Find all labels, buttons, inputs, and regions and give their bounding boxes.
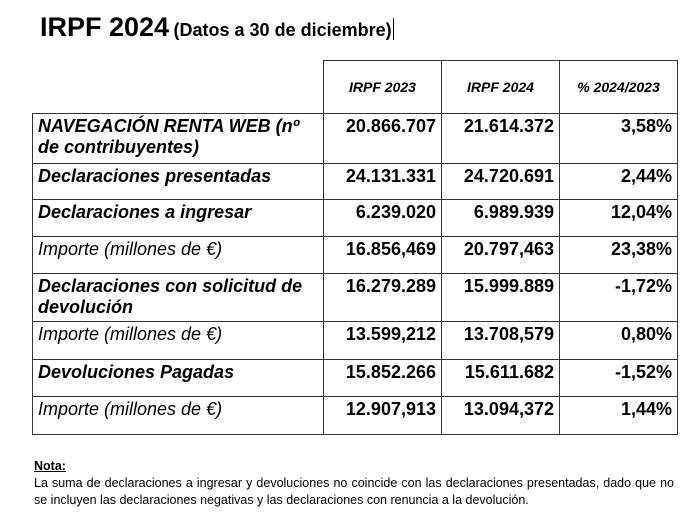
row-label: Declaraciones presentadas	[33, 164, 324, 200]
pct-change: 3,58%	[560, 114, 678, 164]
row-label: Declaraciones con solicitud de devolución	[33, 274, 324, 322]
pct-change: 0,80%	[560, 322, 678, 360]
table-row	[33, 360, 678, 397]
header-irpf-2023: IRPF 2023	[324, 61, 442, 114]
pct-change: 12,04%	[560, 200, 678, 237]
header-row	[33, 61, 678, 114]
value-2024: 21.614.372	[442, 114, 560, 164]
value-2023: 12.907,913	[324, 397, 442, 435]
irpf-table	[32, 60, 678, 435]
value-2024: 15.611.682	[442, 360, 560, 397]
title-subtitle: (Datos a 30 de diciembre)	[173, 20, 392, 40]
value-2024: 6.989.939	[442, 200, 560, 237]
table-row	[33, 114, 678, 164]
row-label: Importe (millones de €)	[33, 397, 324, 435]
row-label: Declaraciones a ingresar	[33, 200, 324, 237]
value-2023: 20.866.707	[324, 114, 442, 164]
note-text: La suma de declaraciones a ingresar y devoluciones no coincide con las declaraciones presentadas, dado que no se incluyen las declaraciones negativas y las declaraciones con renuncia a la devolución.	[34, 476, 674, 507]
text-cursor	[393, 18, 394, 40]
value-2024: 15.999.889	[442, 274, 560, 322]
value-2023: 13.599,212	[324, 322, 442, 360]
note-heading: Nota:	[34, 459, 66, 473]
row-label: Importe (millones de €)	[33, 322, 324, 360]
value-2024: 24.720.691	[442, 164, 560, 200]
page-title	[40, 12, 394, 43]
table-row	[33, 237, 678, 274]
value-2023: 16.856,469	[324, 237, 442, 274]
header-irpf-2024: IRPF 2024	[442, 61, 560, 114]
value-2023: 6.239.020	[324, 200, 442, 237]
table-row	[33, 322, 678, 360]
pct-change: -1,72%	[560, 274, 678, 322]
row-label: NAVEGACIÓN RENTA WEB (nº de contribuyentes)	[33, 114, 324, 164]
value-2023: 15.852.266	[324, 360, 442, 397]
note	[34, 458, 674, 509]
row-label: Devoluciones Pagadas	[33, 360, 324, 397]
value-2023: 24.131.331	[324, 164, 442, 200]
value-2024: 13.094,372	[442, 397, 560, 435]
table-row	[33, 164, 678, 200]
pct-change: -1,52%	[560, 360, 678, 397]
pct-change: 1,44%	[560, 397, 678, 435]
pct-change: 2,44%	[560, 164, 678, 200]
table-row	[33, 397, 678, 435]
value-2024: 20.797,463	[442, 237, 560, 274]
title-main: IRPF 2024	[40, 12, 170, 42]
header-pct: % 2024/2023	[560, 61, 678, 114]
value-2024: 13.708,579	[442, 322, 560, 360]
table-row	[33, 274, 678, 322]
table-row	[33, 200, 678, 237]
row-label: Importe (millones de €)	[33, 237, 324, 274]
value-2023: 16.279.289	[324, 274, 442, 322]
pct-change: 23,38%	[560, 237, 678, 274]
